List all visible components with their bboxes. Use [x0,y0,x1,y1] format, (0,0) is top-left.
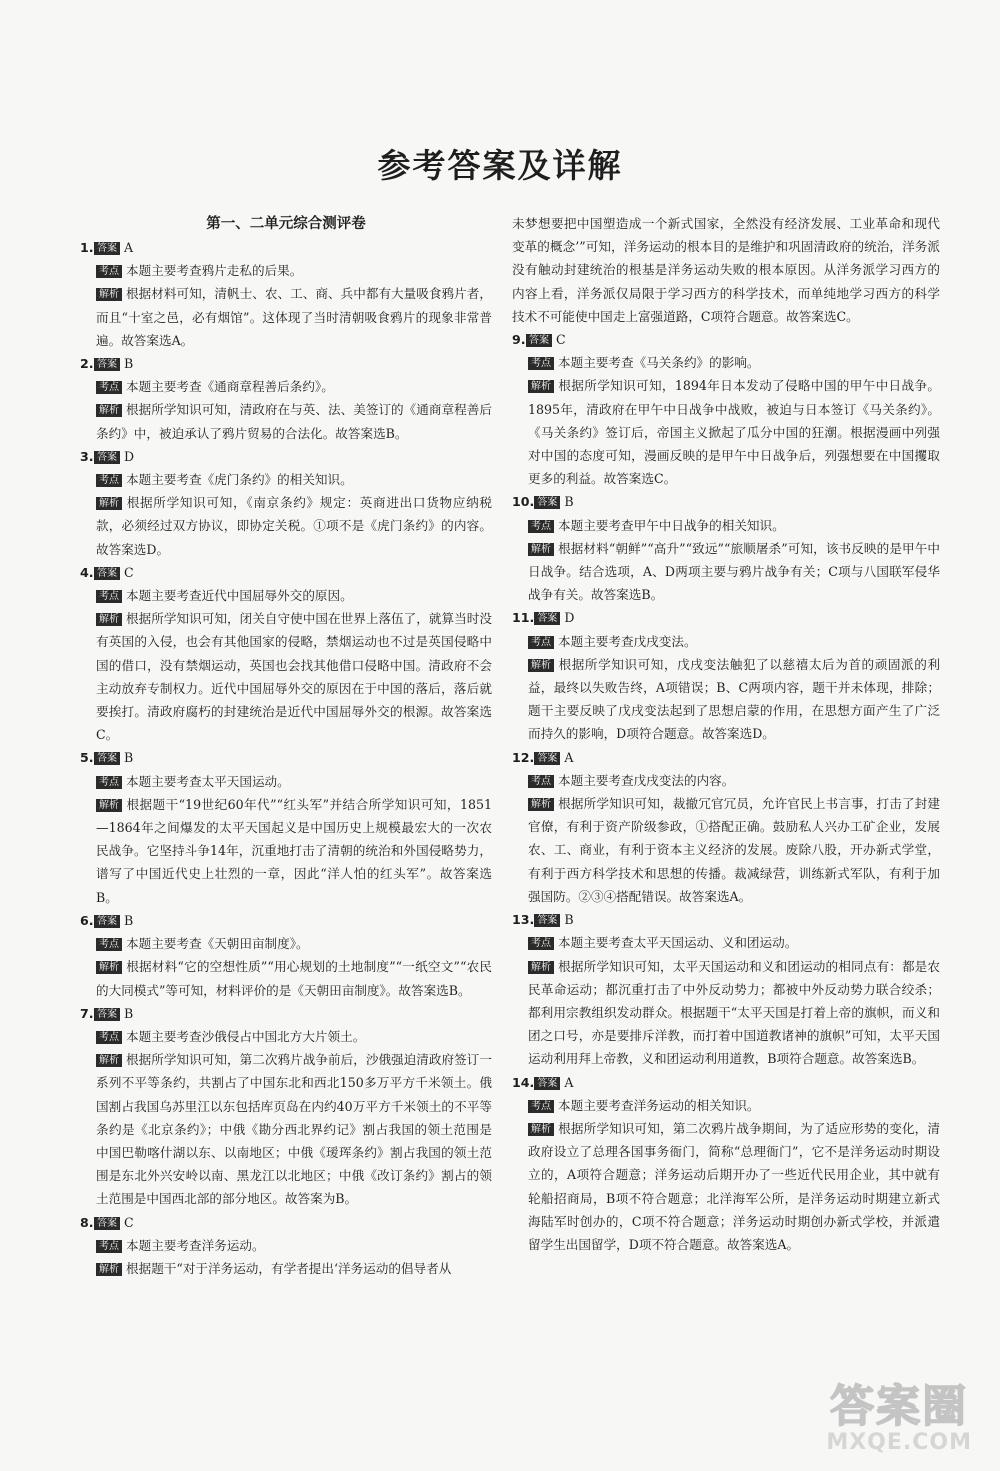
point-line [80,1025,492,1048]
answer-line [80,746,492,769]
analysis-text: 根据题干“对于洋务运动，有学者提出‘洋务运动的倡导者从 [126,1260,452,1276]
point-tag: 考点 [528,775,554,788]
point-text: 本题主要考查洋务运动的相关知识。 [558,1097,760,1113]
question-item [512,606,940,745]
point-line [512,630,940,653]
point-tag: 考点 [528,937,554,950]
answer-line [80,909,492,932]
question-item [80,352,492,445]
analysis-tag: 解析 [96,1263,122,1276]
question-item [80,445,492,561]
point-tag: 考点 [96,590,122,603]
point-line [80,932,492,955]
question-number: 4. [80,564,94,580]
analysis-line [80,607,492,746]
analysis-line [80,1048,492,1210]
question-number: 5. [80,750,94,766]
point-line [512,351,940,374]
analysis-tag: 解析 [528,380,554,393]
point-tag: 考点 [528,1100,554,1113]
analysis-line [80,398,492,444]
point-line [80,259,492,282]
point-text: 本题主要考查沙俄侵占中国北方大片领土。 [126,1028,366,1044]
answer-line [80,1002,492,1025]
analysis-line [80,1257,492,1280]
answer-line [80,352,492,375]
question-number: 9. [512,332,526,348]
analysis-line [512,1117,940,1256]
answer-line [512,490,940,513]
answer-tag: 答案 [94,242,120,255]
question-number: 6. [80,912,94,928]
answer-value: A [564,749,574,765]
answer-value: B [124,912,134,928]
analysis-text: 根据所学知识可知，1894年日本发动了侵略中国的甲午中日战争。1895年，清政府在甲午中日战争中战败，被迫与日本签订《马关条约》。《马关条约》签订后，帝国主义掀起了瓜分中国的狂潮。根据漫画中列强对中国的态度可知，漫画反映的是甲午中日战争后，列强想要在中国攫取更多的利益。故答案选C。 [528,378,940,487]
point-line [512,931,940,954]
answer-tag: 答案 [94,358,120,371]
question-number: 12. [512,749,535,765]
question-item [80,1211,492,1281]
point-tag: 考点 [528,636,554,649]
answer-value: C [124,564,134,580]
answer-tag: 答案 [94,1217,120,1230]
answer-tag: 答案 [534,752,560,765]
answer-line [80,561,492,584]
question-item [512,490,940,606]
analysis-line [80,955,492,1001]
answer-tag: 答案 [534,612,560,625]
answer-value: D [124,448,135,464]
answer-line [80,1211,492,1234]
answer-value: C [556,332,566,348]
point-tag: 考点 [96,474,122,487]
answer-line [512,908,940,931]
point-text: 本题主要考查《虎门条约》的相关知识。 [126,472,353,488]
analysis-text: 根据所学知识可知，《南京条约》规定：英商进出口货物应纳税款，必须经过双方协议，即协定关税。①项不是《虎门条约》的内容。故答案选D。 [96,495,492,557]
analysis-tag: 解析 [96,497,122,510]
question-item [512,328,940,490]
analysis-line [80,793,492,909]
page-title: 参考答案及详解 [377,146,623,185]
point-line [80,1234,492,1257]
analysis-text: 根据材料“它的空想性质”“用心规划的土地制度”“一纸空文”“农民的大同模式”等可知，材料评价的是《天朝田亩制度》。故答案选B。 [96,959,492,998]
answer-tag: 答案 [94,567,120,580]
watermark-logo [826,1370,972,1455]
question-list-right [512,328,940,1256]
question-number: 10. [512,494,535,510]
point-tag: 考点 [528,520,554,533]
point-tag: 考点 [528,357,554,370]
point-line [80,375,492,398]
answer-line [80,445,492,468]
analysis-tag: 解析 [528,1123,554,1136]
analysis-tag: 解析 [96,1054,122,1067]
point-line [512,514,940,537]
point-text: 本题主要考查太平天国运动。 [126,773,290,789]
answer-value: B [564,494,574,510]
analysis-tag: 解析 [528,798,554,811]
question-item [512,1071,940,1257]
answer-tag: 答案 [94,451,120,464]
answer-line [512,1071,940,1094]
analysis-text: 根据所学知识可知，戊戌变法触犯了以慈禧太后为首的顽固派的利益，最终以失败告终，A项错误；B、C两项内容，题干并未体现，排除；题干主要反映了戊戌变法起到了思想启蒙的作用，在思想方面产生了广泛而持久的影响，D项符合题意。故答案选D。 [528,656,940,742]
point-tag: 考点 [96,381,122,394]
continuation-text: 未梦想要把中国塑造成一个新式国家，全然没有经济发展、工业革命和现代变革的概念’”可知，洋务运动的根本目的是维护和巩固清政府的统治，洋务派没有触动封建统治的根基是洋务运动失败的根本原因。从洋务派学习西方的内容上看，洋务派仅局限于学习西方的科学技术，而单纯地学习西方的科学技术不可能使中国走上富强道路，C项符合题意。故答案选C。 [512,216,940,324]
point-line [512,1094,940,1117]
point-line [80,770,492,793]
analysis-tag: 解析 [528,659,554,672]
question-number: 11. [512,610,535,626]
answer-line [512,328,940,351]
analysis-text: 根据所学知识可知，第二次鸦片战争期间，为了适应形势的变化，清政府设立了总理各国事务衙门，简称“总理衙门”，它不是洋务运动时期设立的，A项符合题意；洋务运动后期开办了一些近代民用企业，其中就有轮船招商局，B项不符合题意；北洋海军公所，是洋务运动时期建立新式海陆军时创办的，C项不符合题意；洋务运动时期创办新式学校，并派遣留学生出国留学，D项不符合题意。故答案选A。 [528,1120,940,1252]
answer-value: B [124,750,134,766]
point-tag: 考点 [96,1240,122,1253]
point-tag: 考点 [96,776,122,789]
point-text: 本题主要考查《天朝田亩制度》。 [126,936,309,952]
question-item [80,1002,492,1211]
answer-tag: 答案 [534,914,560,927]
point-tag: 考点 [96,1031,122,1044]
question-item [512,746,940,908]
analysis-tag: 解析 [528,543,554,556]
question-number: 1. [80,240,94,255]
analysis-line [512,792,940,908]
answer-tag: 答案 [526,334,552,347]
analysis-line [80,282,492,352]
answer-value: D [564,610,575,626]
analysis-line [512,537,940,607]
point-text: 本题主要考查洋务运动。 [126,1237,265,1253]
point-text: 本题主要考查鸦片走私的后果。 [126,263,303,279]
question-item [512,908,940,1070]
answer-value: C [124,1214,134,1230]
analysis-text: 根据所学知识可知，太平天国运动和义和团运动的相同点有：都是农民革命运动；都沉重打击了中外反动势力；都被中外反动势力联合绞杀；都利用宗教组织发动群众。根据题干“太平天国是打着上帝的旗帜，而义和团之口号，亦是要排斥洋教，而打着中国道教诸神的旗帜”可知，太平天国运动利用拜上帝教，义和团运动利用道教，B项符合题意。故答案选B。 [528,958,940,1067]
question-number: 13. [512,912,535,928]
question-number: 3. [80,448,94,464]
point-text: 本题主要考查戊戌变法。 [558,633,697,649]
analysis-line [512,374,940,490]
analysis-tag: 解析 [96,613,122,626]
analysis-line [512,955,940,1071]
analysis-text: 根据所学知识可知，闭关自守使中国在世界上落伍了，就算当时没有英国的入侵，也会有其他国家的侵略，禁烟运动也不过是英国侵略中国的借口，没有禁烟运动，英国也会找其他借口侵略中国。清政府不会主动放弃专制权力。近代中国屈辱外交的原因在于中国的落后，落后就要挨打。清政府腐朽的封建统治是近代中国屈辱外交的根源。故答案选C。 [96,611,492,743]
analysis-text: 根据所学知识可知，清政府在与英、法、美签订的《通商章程善后条约》中，被迫承认了鸦片贸易的合法化。故答案选B。 [96,402,492,441]
answer-tag: 答案 [534,496,560,509]
question-number: 14. [512,1074,535,1090]
point-line [80,468,492,491]
answer-tag: 答案 [534,1077,560,1090]
point-text: 本题主要考查太平天国运动、义和团运动。 [558,935,798,951]
analysis-text: 根据题干“19世纪60年代”“红头军”并结合所学知识可知，1851—1864年之间爆发的太平天国起义是中国历史上规模最宏大的一次农民战争。它坚持斗争14年，沉重地打击了清朝的统治和外国侵略势力，谱写了中国近代史上壮烈的一章，因此“洋人怕的红头军”。故答案选B。 [96,796,492,905]
answer-tag: 答案 [94,915,120,928]
watermark-url: MXQE.COM [826,1430,972,1455]
point-text: 本题主要考查甲午中日战争的相关知识。 [558,517,785,533]
answer-tag: 答案 [94,1008,120,1021]
point-text: 本题主要考查《马关条约》的影响。 [558,355,760,371]
point-text: 本题主要考查戊戌变法的内容。 [558,772,735,788]
analysis-text: 根据所学知识可知，第二次鸦片战争前后，沙俄强迫清政府签订一系列不平等条约，共割占了中国东北和西北150多万平方千米领土。俄国割占我国乌苏里江以东包括库页岛在内约40万平方千米领土的不平等条约是《北京条约》；中俄《勘分西北界约记》割占我国的领土范围是中国巴勒喀什湖以东、以南地区；中俄《瑷珲条约》割占我国的领土范围是东北外兴安岭以南、黑龙江以北地区；中俄《改订条约》割占的领土范围是中国西北部的部分地区。故答案为B。 [96,1052,492,1207]
point-text: 本题主要考查《通商章程善后条约》。 [126,379,334,395]
analysis-tag: 解析 [96,404,122,417]
point-tag: 考点 [96,938,122,951]
analysis-text: 根据材料“朝鲜”“高升”“致远”“旅顺屠杀”可知，该书反映的是甲午中日战争。结合选项，A、D两项主要与鸦片战争有关；C项与八国联军侵华战争有关。故答案选B。 [528,540,940,603]
point-text: 本题主要考查近代中国屈辱外交的原因。 [126,588,353,604]
answer-value: A [124,240,134,255]
answer-value: B [124,356,134,372]
point-line [80,584,492,607]
answer-line [80,236,492,259]
analysis-tag: 解析 [528,961,554,974]
answer-line [512,606,940,629]
analysis-tag: 解析 [96,288,122,301]
answer-tag: 答案 [94,752,120,765]
analysis-line [512,653,940,746]
answer-value: B [564,912,574,928]
right-column [512,212,940,1256]
question-list-left [80,236,492,1280]
question-number: 7. [80,1005,94,1021]
point-line [512,769,940,792]
question-item [80,561,492,747]
analysis-text: 根据材料可知，清帆士、农、工、商、兵中都有大量吸食鸦片者，而且“十室之邑，必有烟馆”。这体现了当时清朝吸食鸦片的现象非常普遍。故答案选A。 [96,286,492,348]
left-column [80,212,492,1280]
question-number: 8. [80,1214,94,1230]
question-item [80,909,492,1002]
question-item [80,236,492,352]
answer-value: A [564,1074,574,1090]
analysis-line [80,491,492,561]
analysis-tag: 解析 [96,799,122,812]
question-number: 2. [80,356,94,372]
analysis-tag: 解析 [96,961,122,974]
analysis-text: 根据所学知识可知，裁撤冗官冗员，允许官民上书言事，打击了封建官僚，有利于资产阶级参政，①搭配正确。鼓励私人兴办工矿企业，发展农、工、商业，有利于资本主义经济的发展。废除八股，开办新式学堂，有利于西方科学技术和思想的传播。裁减绿营，训练新式军队，有利于加强国防。②③④搭配错误。故答案选A。 [528,796,940,904]
question-item [80,746,492,908]
watermark-logo-text: 答案圈 [830,1381,969,1432]
section-title: 第一、二单元综合测评卷 [206,216,366,232]
answer-line [512,746,940,769]
point-tag: 考点 [96,265,122,278]
answer-value: B [124,1005,134,1021]
